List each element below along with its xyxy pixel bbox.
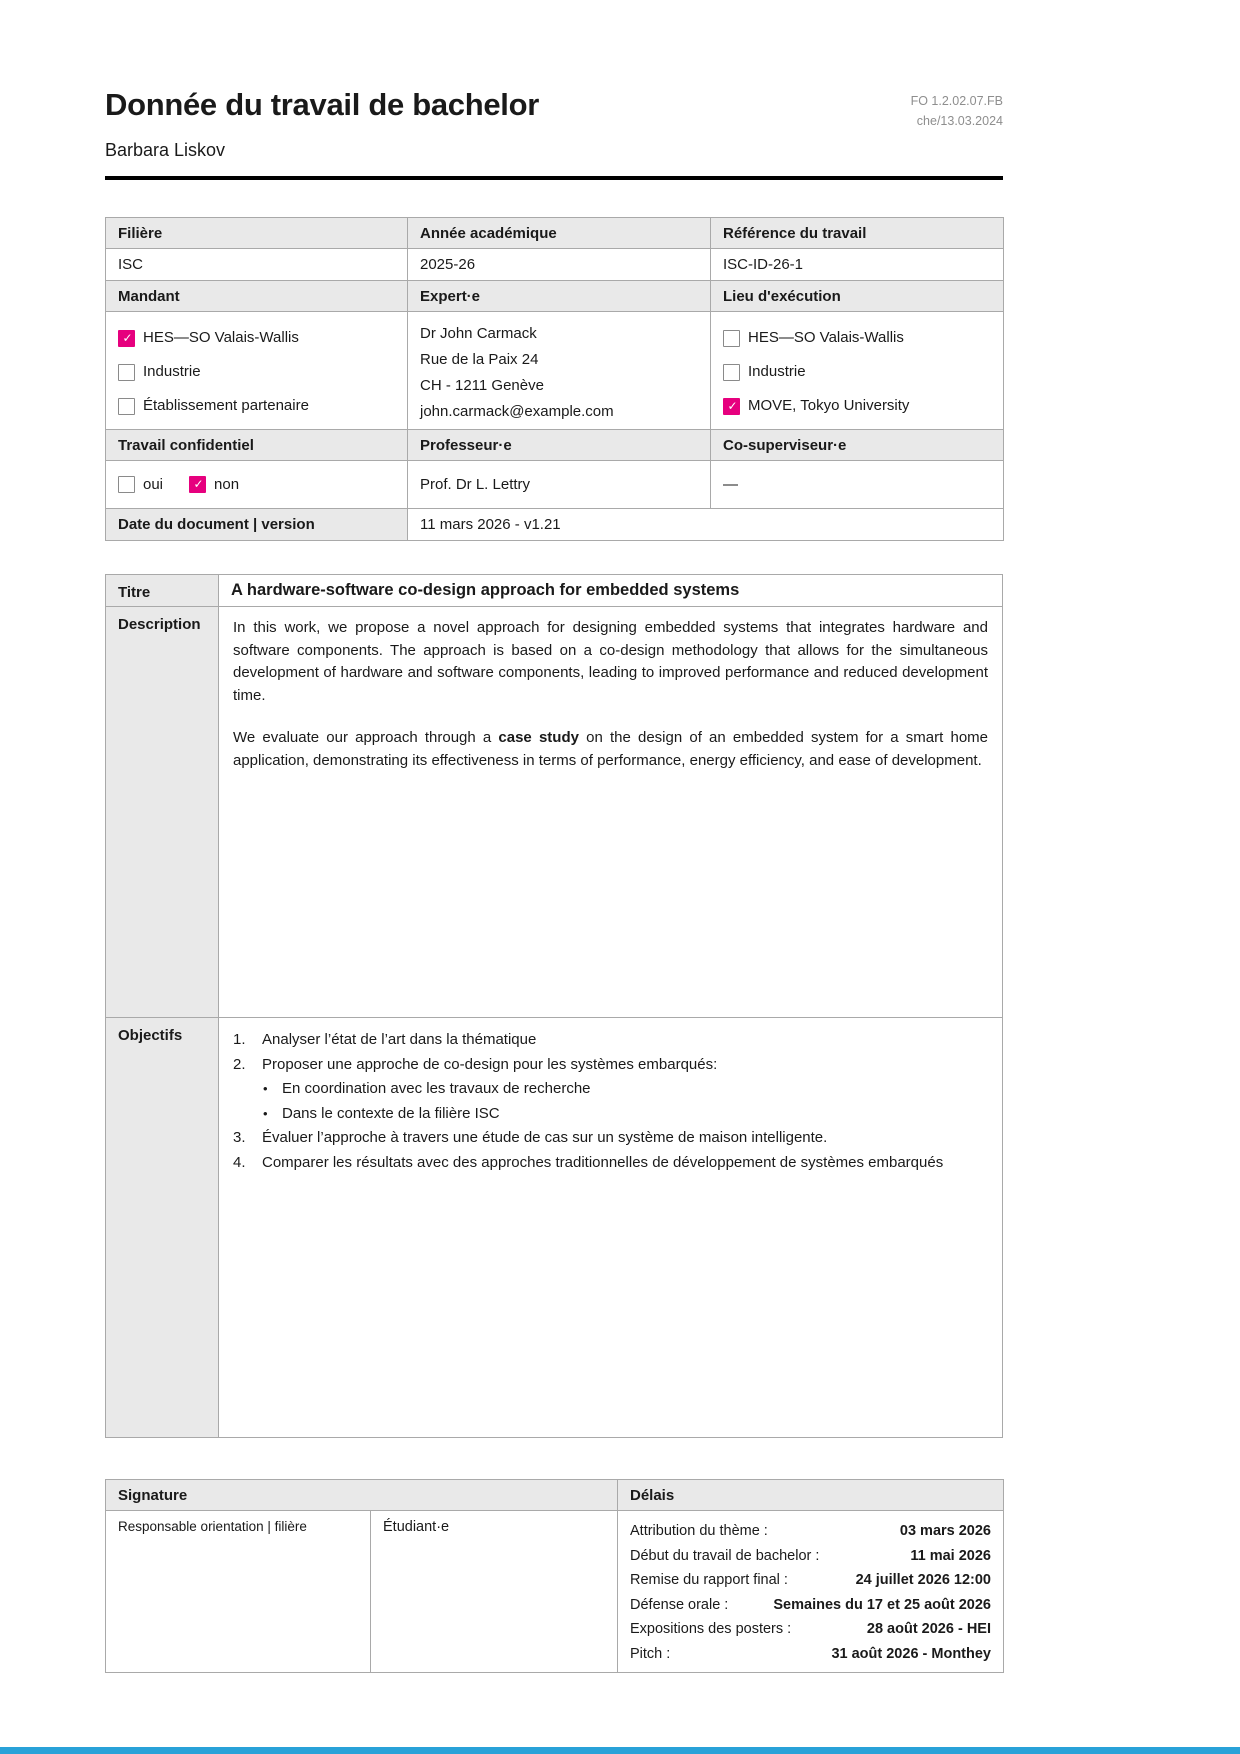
mandant-option-industrie[interactable] [118,355,395,389]
doc-reference-code: FO 1.2.02.07.FB [910,94,1003,108]
mandant-option-etablissement[interactable] [118,389,395,423]
label-description: Description [106,607,219,1018]
description-p2-prefix: We evaluate our approach through a [233,729,499,746]
delai-label: Expositions des posters : [630,1621,792,1637]
header-expert: Expert·e [408,281,711,312]
description-paragraph-2 [233,727,988,772]
objectif-sub-item [263,1102,988,1127]
objectif-item [233,1028,988,1053]
signature-etudiant-cell: Étudiant·e [371,1511,618,1673]
checkbox-checked-icon[interactable] [189,476,206,493]
objectif-item [233,1126,988,1151]
lieu-option-hes-so[interactable] [723,321,991,355]
header-travail-confidentiel: Travail confidentiel [106,430,408,461]
checkbox-label: non [214,475,240,493]
doc-reference-date: che/13.03.2024 [916,114,1003,128]
confidentiel-options-cell [106,461,408,509]
header-mandant: Mandant [106,281,408,312]
value-titre: A hardware-software co-design approach for embedded systems [219,575,1003,607]
value-co-superviseur: — [711,461,1004,509]
expert-email: john.carmack@example.com [420,403,614,420]
lieu-option-industrie[interactable] [723,355,991,389]
expert-street: Rue de la Paix 24 [420,351,539,368]
objectif-number: 3. [233,1129,246,1146]
value-annee-academique: 2025-26 [408,249,711,281]
delai-value: Semaines du 17 et 25 août 2026 [773,1596,991,1613]
header-signature: Signature [106,1480,618,1511]
delai-row [630,1544,991,1569]
mandant-options-cell [106,312,408,430]
objectif-number: 1. [233,1031,246,1048]
checkbox-unchecked-icon[interactable] [118,364,135,381]
header-date-version: Date du document | version [106,509,408,541]
delais-cell [618,1511,1004,1673]
delai-value: 11 mai 2026 [910,1547,991,1564]
confidentiel-option-oui[interactable] [118,468,163,502]
lieu-execution-options-cell [711,312,1004,430]
value-filiere: ISC [106,249,408,281]
checkbox-label: Industrie [748,363,806,380]
delai-row [630,1568,991,1593]
page-title: Donnée du travail de bachelor [105,87,540,122]
footer-accent-bar [0,1747,1240,1754]
objectif-sub-text: • En coordination avec les travaux de recherche [282,1080,591,1097]
delai-value: 28 août 2026 - HEI [866,1621,991,1637]
header-reference-travail: Référence du travail [711,218,1004,249]
objectif-item [233,1151,988,1176]
checkbox-unchecked-icon[interactable] [118,476,135,493]
mandant-option-hes-so[interactable] [118,321,395,355]
delai-row [630,1593,991,1618]
delai-value: 03 mars 2026 [899,1523,991,1539]
objectif-text: Proposer une approche de co-design pour les systèmes embarqués: [262,1055,718,1073]
document-header [105,85,1003,131]
value-date-version: 11 mars 2026 - v1.21 [408,509,1004,541]
header-filiere: Filière [106,218,408,249]
delai-row [630,1642,991,1667]
delai-label: Attribution du thème : [630,1523,768,1539]
header-lieu-execution: Lieu d'exécution [711,281,1004,312]
lieu-option-move-tokyo[interactable] [723,389,991,423]
label-titre: Titre [106,575,219,607]
objectif-number: 2. [233,1055,246,1073]
expert-contact-cell [408,312,711,430]
delai-row [630,1519,991,1544]
objectif-sub-text: • Dans le contexte de la filière ISC [282,1104,500,1122]
objectif-text: Évaluer l’approche à travers une étude de cas sur un système de maison intelligente. [262,1129,828,1146]
description-p2-bold: case study [498,729,579,746]
delai-value: 31 août 2026 - Monthey [831,1645,991,1662]
objectif-sub-item [263,1077,988,1102]
delai-label: Défense orale : [630,1596,729,1613]
signature-table [105,1479,1004,1673]
checkbox-label: HES—SO Valais-Wallis [143,329,299,346]
signature-responsable-cell: Responsable orientation | filière [106,1511,371,1673]
expert-name: Dr John Carmack [420,325,537,342]
delai-row [630,1617,991,1642]
checkbox-label: MOVE, Tokyo University [748,397,910,414]
work-table [105,574,1003,1438]
checkbox-unchecked-icon[interactable] [723,330,740,347]
checkbox-label: oui [143,475,164,493]
delai-value: 24 juillet 2026 12:00 [855,1572,991,1588]
header-delais: Délais [618,1480,1004,1511]
checkbox-checked-icon[interactable] [118,330,135,347]
checkbox-unchecked-icon[interactable] [723,364,740,381]
header-professeur: Professeur·e [408,430,711,461]
objectif-text: Analyser l’état de l’art dans la thématique [262,1031,537,1048]
header-rule [105,176,1003,180]
doc-reference [911,85,1003,131]
header-annee-academique: Année académique [408,218,711,249]
expert-city: CH - 1211 Genève [420,377,544,394]
checkbox-checked-icon[interactable] [723,398,740,415]
confidentiel-option-non[interactable] [189,468,239,502]
value-reference-travail: ISC-ID-26-1 [711,249,1004,281]
delai-label: Remise du rapport final : [630,1572,788,1588]
delai-label: Pitch : [630,1645,671,1662]
description-paragraph-1: In this work, we propose a novel approach for designing embedded systems that integrates hardware and software components. The approach is based on a co-design methodology that allows for the simultaneous development of hardware and software components, leading to improved performance and reduced development time. [233,619,988,704]
checkbox-label: Industrie [143,363,201,380]
objectif-text: Comparer les résultats avec des approches traditionnelles de développement de systèmes embarqués [262,1153,944,1171]
checkbox-label: Établissement partenaire [143,397,309,414]
value-professeur: Prof. Dr L. Lettry [408,461,711,509]
checkbox-unchecked-icon[interactable] [118,398,135,415]
value-objectifs [219,1018,1003,1438]
author-name: Barbara Liskov [105,140,226,160]
header-co-superviseur: Co-superviseur·e [711,430,1004,461]
objectif-item [233,1053,988,1078]
value-description [219,607,1003,1018]
checkbox-label: HES—SO Valais-Wallis [748,329,904,346]
label-objectifs: Objectifs [106,1018,219,1438]
info-table [105,217,1004,541]
description-p2-suffix: on the design of an embedded system for a smart home application, demonstrating its effectiveness in terms of performance, energy efficiency, and ease of development. [233,729,989,769]
delai-label: Début du travail de bachelor : [630,1547,820,1564]
objectif-number: 4. [233,1153,246,1171]
